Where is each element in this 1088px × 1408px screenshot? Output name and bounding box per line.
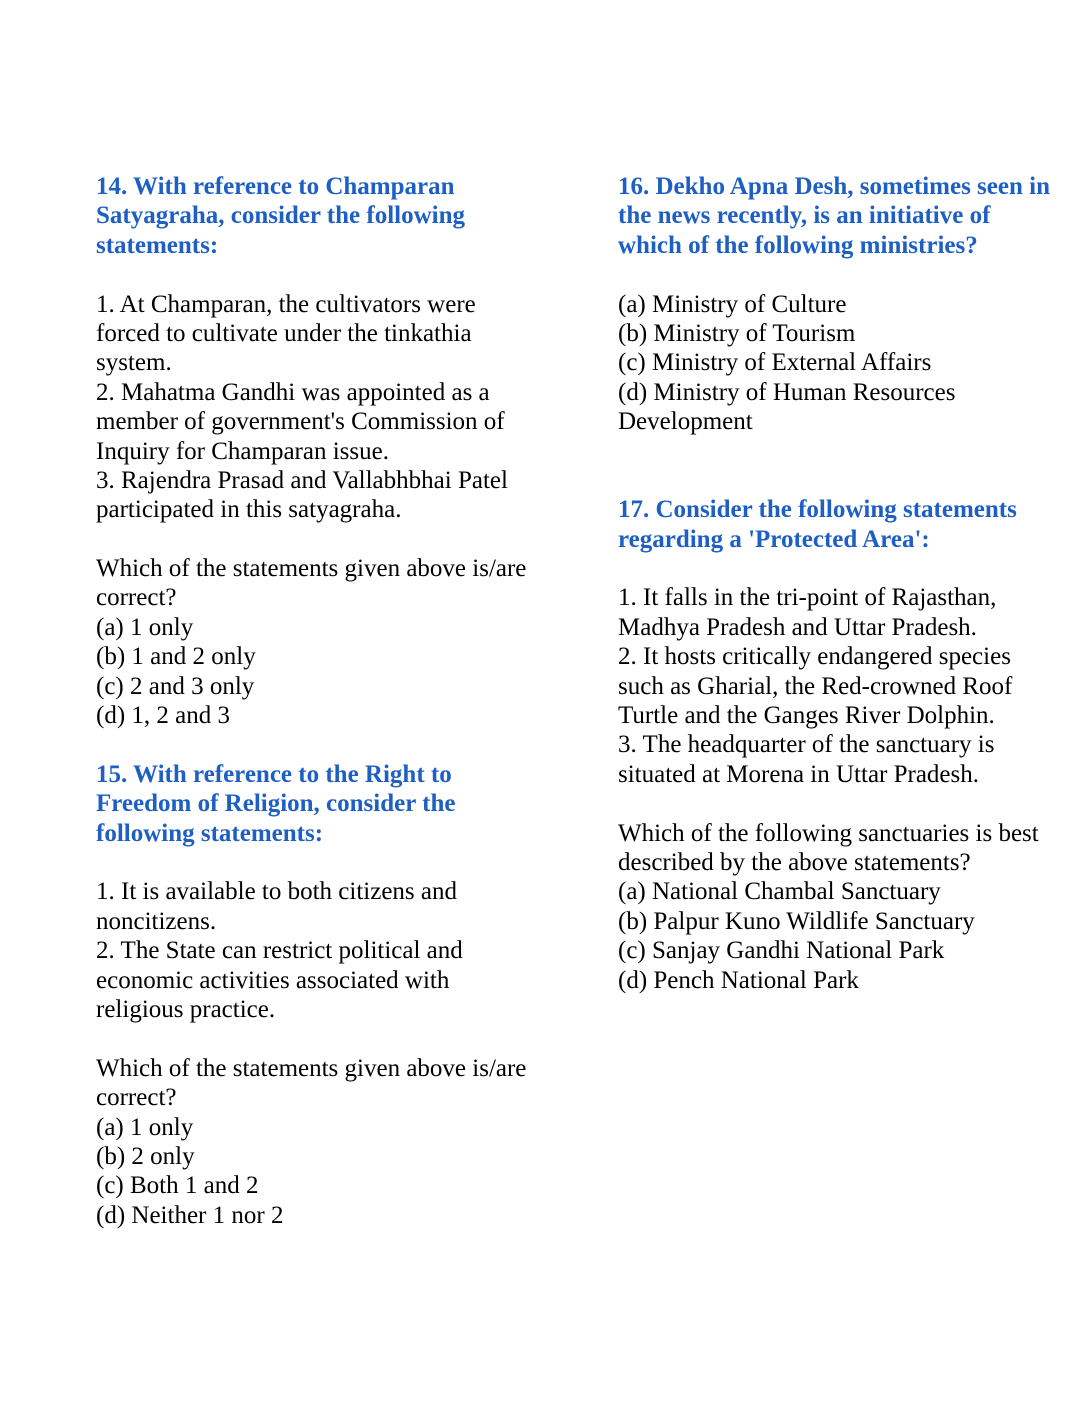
left-column [96, 172, 576, 1230]
text-line: 1. It falls in the tri-point of Rajasthan, [618, 584, 997, 612]
text-line: (a) National Chambal Sanctuary [618, 878, 941, 906]
spacer [96, 730, 576, 759]
text-line: the news recently, is an initiative of [618, 202, 991, 230]
question-17-options [618, 877, 1078, 995]
text-line: situated at Morena in Uttar Pradesh. [618, 760, 980, 788]
spacer [96, 260, 576, 289]
text-line: (b) 1 and 2 only [96, 643, 256, 671]
text-line: Development [618, 408, 753, 436]
text-line: 2. It hosts critically endangered species [618, 643, 1011, 671]
text-line: (a) Ministry of Culture [618, 290, 847, 318]
text-line: (b) Palpur Kuno Wildlife Sanctuary [618, 907, 975, 935]
text-line: 1. At Champaran, the cultivators were [96, 290, 476, 318]
text-line: described by the above statements? [618, 849, 971, 876]
text-line: (c) Both 1 and 2 [96, 1172, 259, 1200]
text-line: Which of the statements given above is/are [96, 555, 527, 583]
right-column [618, 172, 1078, 995]
text-line: 2. Mahatma Gandhi was appointed as a [96, 378, 490, 406]
question-16-options [618, 290, 1078, 437]
text-line: (d) 1, 2 and 3 [96, 702, 230, 730]
text-line: (d) Ministry of Human Resources [618, 378, 956, 406]
text-line: noncitizens. [96, 907, 217, 935]
text-line: member of government's Commission of [96, 408, 505, 436]
text-line: (d) Neither 1 nor 2 [96, 1201, 284, 1229]
text-line: (c) Sanjay Gandhi National Park [618, 937, 945, 965]
text-line: (b) 2 only [96, 1142, 195, 1170]
spacer [618, 437, 1078, 496]
text-line: correct? [96, 584, 177, 612]
spacer [96, 1024, 576, 1053]
text-line: 17. Consider the following statements [618, 496, 1017, 524]
spacer [618, 554, 1078, 583]
question-14-heading [96, 172, 576, 260]
text-line: Which of the following sanctuaries is best [618, 819, 1039, 847]
spacer [618, 260, 1078, 289]
text-line: 1. It is available to both citizens and [96, 878, 458, 906]
text-line: Inquiry for Champaran issue. [96, 437, 389, 465]
text-line: participated in this satyagraha. [96, 496, 402, 524]
question-17-heading [618, 495, 1078, 554]
spacer [96, 848, 576, 877]
text-line: following statements: [96, 819, 324, 847]
question-17-prompt [618, 819, 1078, 878]
text-line: 2. The State can restrict political and [96, 937, 463, 965]
text-line: religious practice. [96, 995, 276, 1023]
spacer [96, 525, 576, 554]
text-line: system. [96, 349, 172, 377]
text-line: 3. The headquarter of the sanctuary is [618, 731, 995, 759]
text-line: Which of the statements given above is/are [96, 1054, 527, 1082]
spacer [618, 789, 1078, 818]
text-line: regarding a 'Protected Area': [618, 525, 930, 553]
text-line: (a) 1 only [96, 1113, 194, 1141]
text-line: economic activities associated with [96, 966, 450, 994]
question-14-statements [96, 290, 576, 525]
text-line: Freedom of Religion, consider the [96, 790, 456, 818]
question-15-statements [96, 877, 576, 1024]
text-line: 3. Rajendra Prasad and Vallabhbhai Patel [96, 466, 508, 494]
text-line: (c) 2 and 3 only [96, 672, 255, 700]
text-line: Satyagraha, consider the following [96, 202, 465, 230]
question-15-prompt [96, 1054, 576, 1113]
text-line: 16. Dekho Apna Desh, sometimes seen in [618, 173, 1050, 200]
text-line: which of the following ministries? [618, 231, 978, 259]
text-line: Turtle and the Ganges River Dolphin. [618, 702, 995, 730]
text-line: correct? [96, 1084, 177, 1112]
question-15-options [96, 1113, 576, 1231]
text-line: (c) Ministry of External Affairs [618, 349, 932, 377]
text-line: (b) Ministry of Tourism [618, 319, 856, 347]
text-line: statements: [96, 231, 219, 259]
text-line: (d) Pench National Park [618, 966, 859, 994]
question-14-options [96, 613, 576, 731]
text-line: Madhya Pradesh and Uttar Pradesh. [618, 613, 977, 641]
question-14-prompt [96, 554, 576, 613]
text-line: (a) 1 only [96, 613, 194, 641]
text-line: 15. With reference to the Right to [96, 760, 452, 788]
text-line: such as Gharial, the Red-crowned Roof [618, 672, 1013, 700]
question-17-statements [618, 583, 1078, 789]
text-line: forced to cultivate under the tinkathia [96, 319, 472, 347]
question-15-heading [96, 760, 576, 848]
question-16-heading [618, 172, 1078, 260]
text-line: 14. With reference to Champaran [96, 173, 455, 200]
